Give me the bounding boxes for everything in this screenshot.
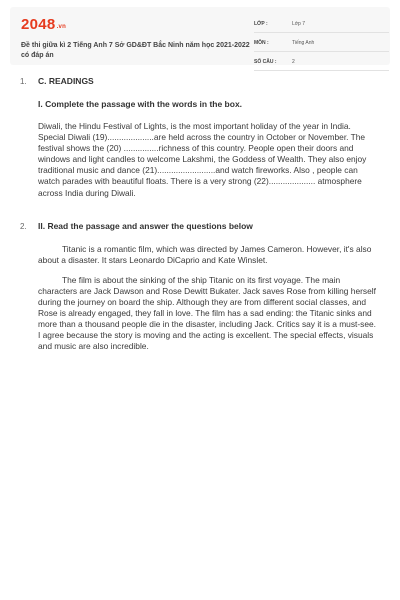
question-instruction: I. Complete the passage with the words in the box. [38,99,243,109]
logo-tld: .vn [56,24,67,30]
meta-value: Lớp 7 [292,21,306,27]
document-title: Đề thi giữa kì 2 Tiếng Anh 7 Sở GD&ĐT Bắc Ninh năm học 2021-2022 có đáp án [21,42,250,59]
question-number: 2. [20,221,27,231]
question-list [0,76,400,353]
meta-label: SỐ CÂU : [254,59,277,65]
paragraph-spacer [38,266,380,275]
meta-value: Tiếng Anh [292,40,315,46]
meta-row-question-count [254,55,389,71]
question-number: 1. [20,77,27,86]
logo-text: 2048 [21,16,56,33]
document-meta [254,17,389,74]
question-title: II. Read the passage and answer the questions below [38,220,253,231]
passage-paragraph: Diwali, the Hindu Festival of Lights, is the most important holiday of the year in India. Special Diwali (19)....................are held across the country in October or November. The festival shows the (20) ...............richness of this country. People open their doors and windows and light candles to welcome Lakshmi, the Goddess of Wealth. They also enjoy traditional music and dance (21).........................and watch fireworks. Also , people can watch parades with beautiful floats. There is a very strong (22).................... atmosphere across India during Diwali. [38,121,367,198]
meta-label: LỚP : [254,21,268,27]
passage-paragraph: The film is about the sinking of the ship Titanic on its first voyage. The main characters are Jack Dawson and Rose Dewitt Bukater. Jack saves Rose from killing herself during the journey on board the ship. Although they are from different social classes, and Rose is already engaged, they fall in love. The film has a sad ending: the Titanic sinks and more than a thousand people die in the disaster, including Jack. Critics say it is a must-see. I agree because the story is moving and the acting is excellent. The special effects, visuals and music are also incredible. [38,274,376,352]
meta-label: MÔN : [254,40,269,46]
passage-paragraph: Titanic is a romantic film, which was directed by James Cameron. However, it's also about a disaster. It stars Leonardo DiCaprio and Kate Winslet. [38,243,372,265]
meta-row-subject [254,36,389,52]
site-logo[interactable] [21,16,66,33]
question-1 [0,76,400,199]
question-2 [0,221,400,353]
meta-row-class [254,17,389,33]
meta-value: 2 [292,59,295,65]
document-header [10,7,390,65]
question-title: C. READINGS [38,76,94,86]
